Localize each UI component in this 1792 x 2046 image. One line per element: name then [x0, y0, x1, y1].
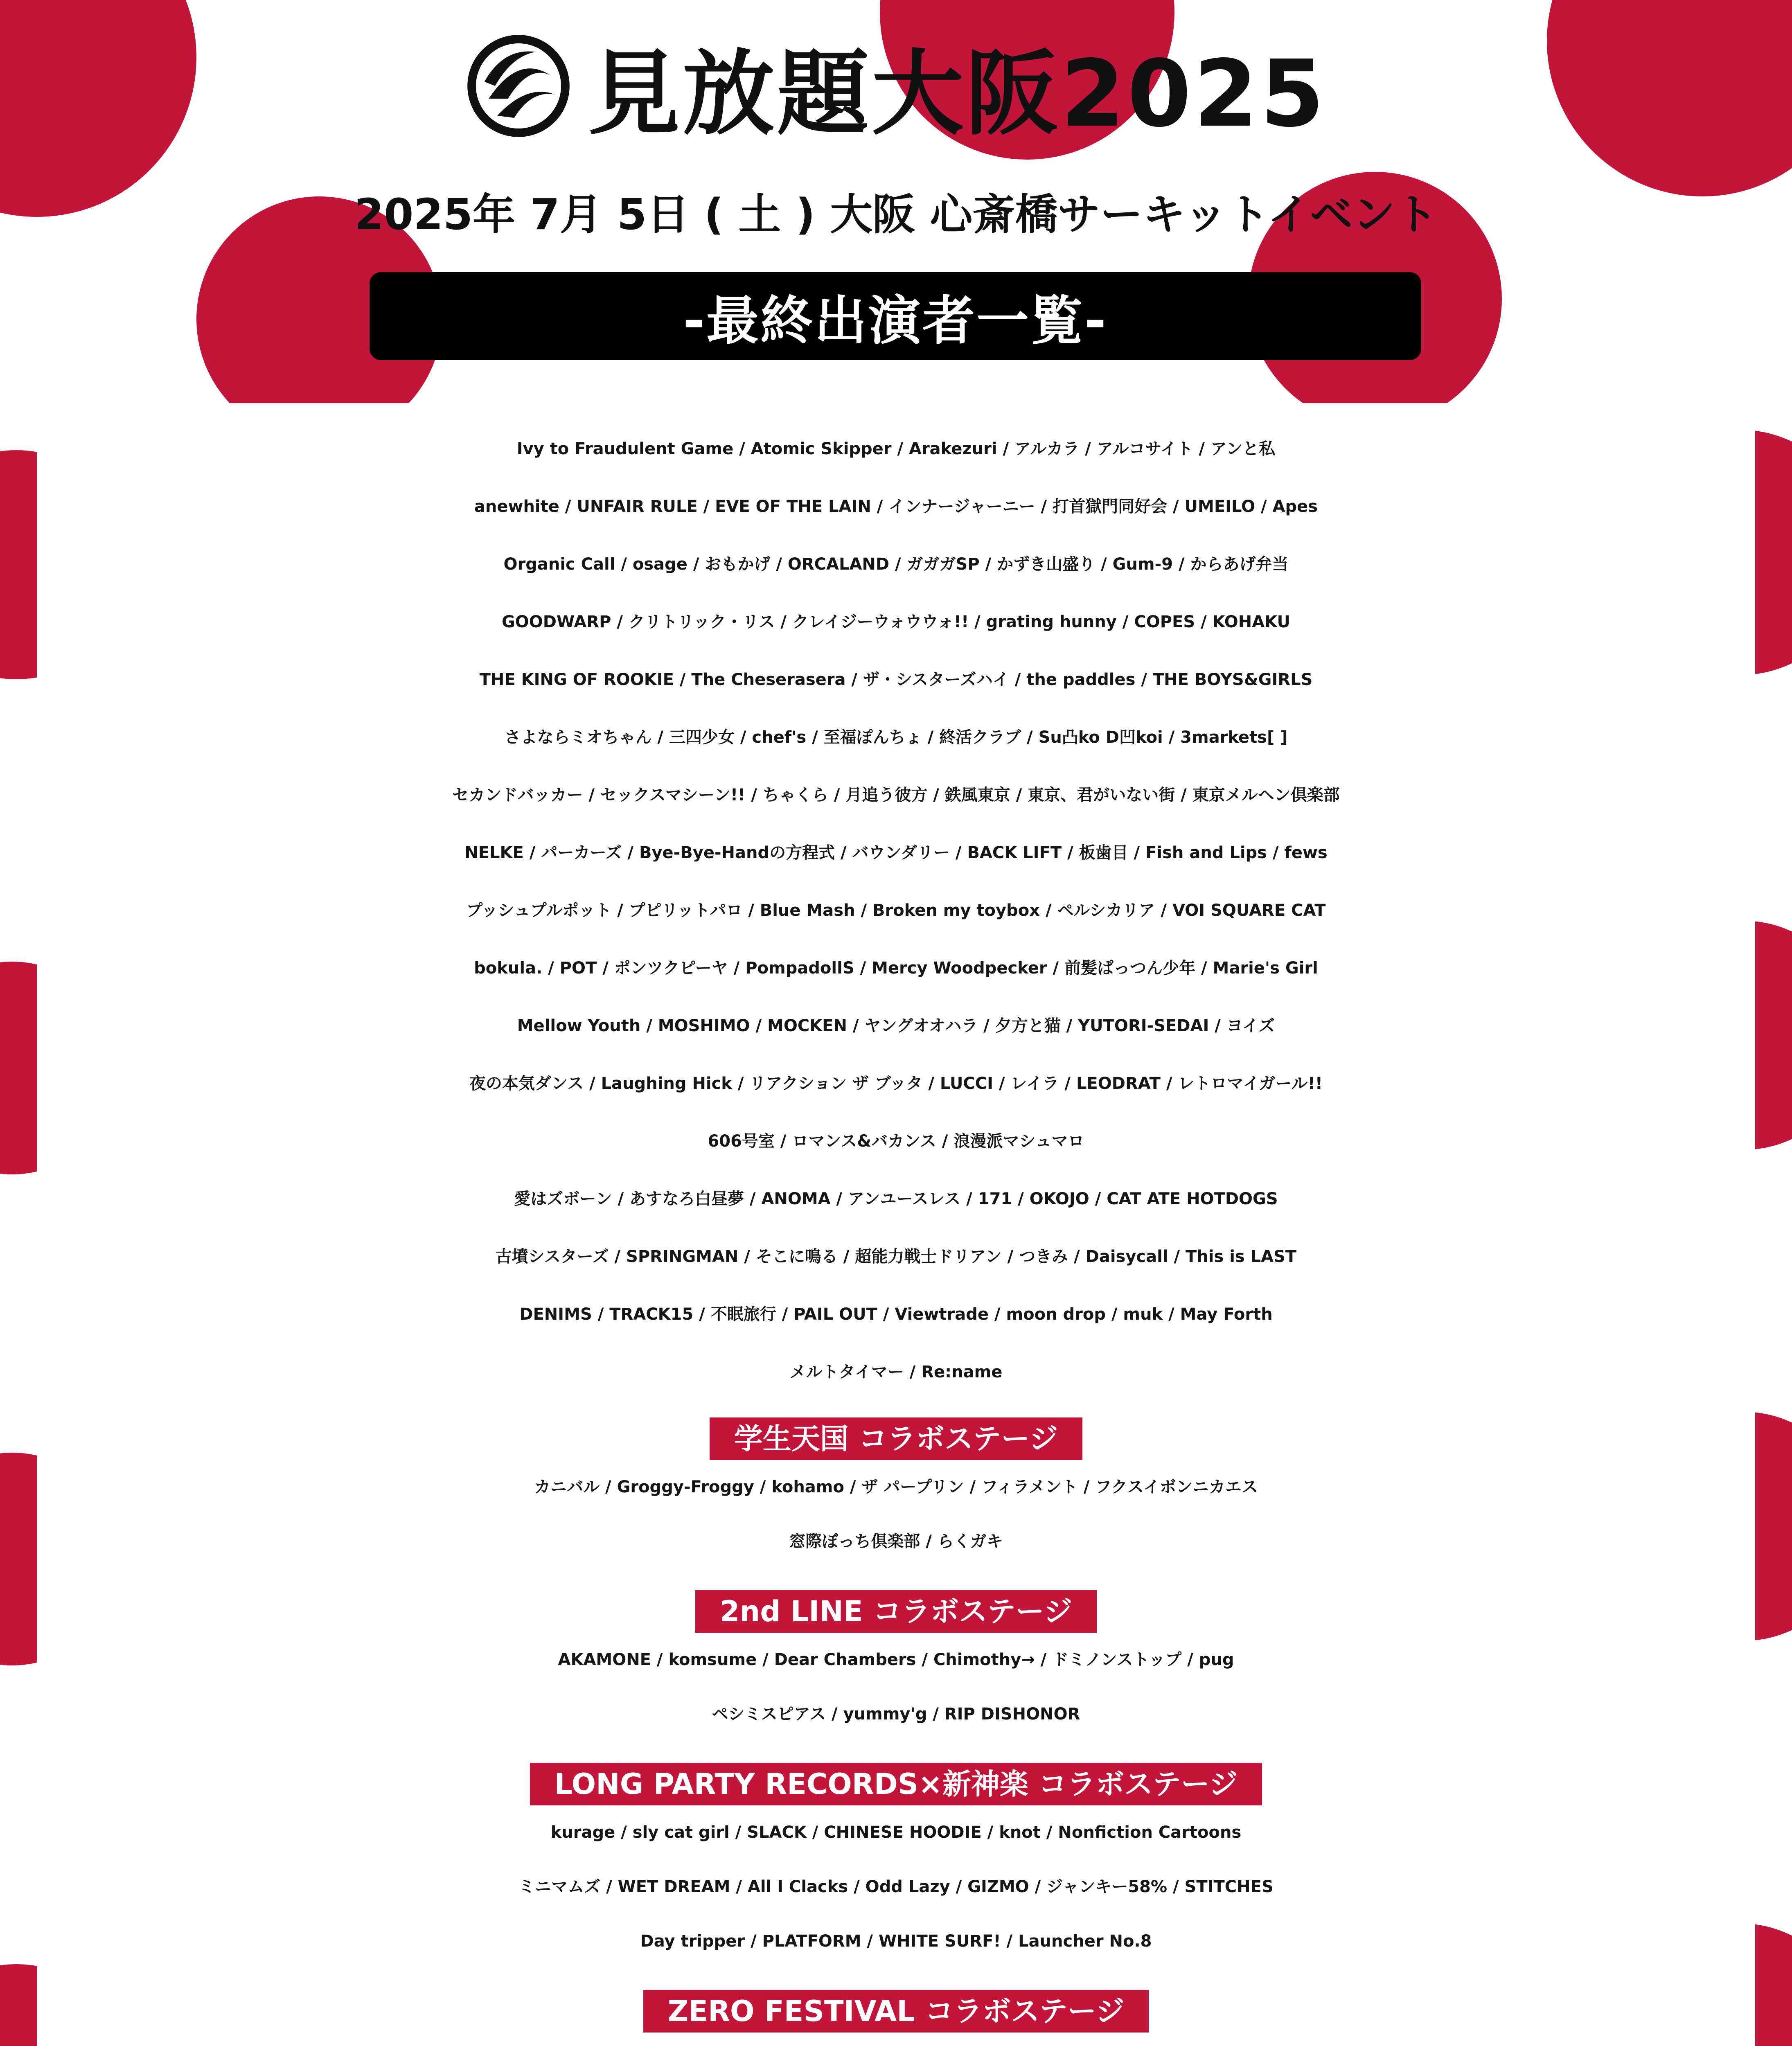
collab-stage-2nd-line	[37, 1590, 1755, 1742]
main-lineup	[37, 403, 1755, 1401]
festival-title: 見放題大阪2025	[588, 40, 1327, 148]
lineup-line: 窓際ぼっち倶楽部 / らくガキ	[789, 1532, 1003, 1551]
collab-stage-label: 2nd LINE コラボステージ	[695, 1590, 1097, 1633]
lineup-line: さよならミオちゃん / 三四少女 / chef's / 至福ぽんちょ / 終活クラブ / Su凸ko D凹koi / 3markets[ ]	[504, 728, 1288, 747]
collab-stage-long-party-records	[37, 1763, 1755, 1969]
festival-header	[0, 25, 1792, 147]
lineup-line: Organic Call / osage / おもかげ / ORCALAND / ガガガSP / かずき山盛り / Gum-9 / からあげ弁当	[503, 555, 1289, 574]
collab-stage-label: 学生天国 コラボステージ	[710, 1417, 1083, 1460]
final-lineup-banner: -最終出演者一覧-	[370, 272, 1421, 360]
lineup-line: 愛はズボーン / あすなろ白昼夢 / ANOMA / アンユースレス / 171 / OKOJO / CAT ATE HOTDOGS	[514, 1190, 1278, 1208]
lineup-line: DENIMS / TRACK15 / 不眠旅行 / PAIL OUT / Viewtrade / moon drop / muk / May Forth	[519, 1305, 1273, 1324]
collab-stage-gakusei-tengoku	[37, 1417, 1755, 1569]
event-date-venue: 2025年 7月 5日 ( 土 ) 大阪 心斎橋サーキットイベント	[354, 189, 1438, 239]
lineup-line: Mellow Youth / MOSHIMO / MOCKEN / ヤングオオハラ / 夕方と猫 / YUTORI-SEDAI / ヨイズ	[517, 1016, 1275, 1035]
lineup-panel	[37, 403, 1755, 2046]
lineup-line	[37, 2032, 1755, 2046]
lineup-line: セカンドバッカー / セックスマシーン!! / ちゃくら / 月追う彼方 / 鉄風東京 / 東京、君がいない街 / 東京メルヘン倶楽部	[452, 786, 1340, 804]
lineup-line: プッシュプルポット / プピリットパロ / Blue Mash / Broken my toybox / ペルシカリア / VOI SQUARE CAT	[466, 901, 1326, 920]
lineup-line: Day tripper / PLATFORM / WHITE SURF! / Launcher No.8	[640, 1932, 1152, 1951]
lineup-line: anewhite / UNFAIR RULE / EVE OF THE LAIN / インナージャーニー / 打首獄門同好会 / UMEILO / Apes	[474, 497, 1318, 516]
lineup-line: NELKE / パーカーズ / Bye-Bye-Handの方程式 / バウンダリー / BACK LIFT / 板歯目 / Fish and Lips / fews	[464, 843, 1328, 862]
lineup-line: bokula. / POT / ポンツクピーヤ / PompadollS / Mercy Woodpecker / 前髪ぱっつん少年 / Marie's Girl	[474, 959, 1318, 978]
lineup-line: 古墳シスターズ / SPRINGMAN / そこに鳴る / 超能力戦士ドリアン / つきみ / Daisycall / This is LAST	[495, 1247, 1297, 1266]
lineup-line: メルトタイマー / Re:name	[789, 1363, 1003, 1381]
lineup-line: カニバル / Groggy-Froggy / kohamo / ザ パープリン / フィラメント / フクスイボンニカエス	[534, 1478, 1258, 1496]
lineup-line: GOODWARP / クリトリック・リス / クレイジーウォウウォ!! / grating hunny / COPES / KOHAKU	[501, 613, 1291, 631]
lineup-line: 夜の本気ダンス / Laughing Hick / リアクション ザ ブッタ / LUCCI / レイラ / LEODRAT / レトロマイガール!!	[469, 1074, 1323, 1093]
lineup-line: 606号室 / ロマンス&バカンス / 浪漫派マシュマロ	[708, 1132, 1084, 1151]
collab-stage-zero-festival	[37, 1990, 1755, 2046]
collab-stage-label: LONG PARTY RECORDS×新神楽 コラボステージ	[530, 1763, 1262, 1805]
collab-stage-label: ZERO FESTIVAL コラボステージ	[643, 1990, 1149, 2032]
lineup-line: ミニマムズ / WET DREAM / All I Clacks / Odd Lazy / GIZMO / ジャンキー58% / STITCHES	[518, 1877, 1274, 1896]
lineup-line: Ivy to Fraudulent Game / Atomic Skipper / Arakezuri / アルカラ / アルコサイト / アンと私	[516, 439, 1276, 458]
lineup-line: ペシミスピアス / yummy'g / RIP DISHONOR	[712, 1705, 1080, 1724]
lineup-line: THE KING OF ROOKIE / The Cheserasera / ザ・シスターズハイ / the paddles / THE BOYS&GIRLS	[479, 670, 1313, 689]
lineup-line: AKAMONE / komsume / Dear Chambers / Chimothy→ / ドミノンストップ / pug	[558, 1650, 1234, 1669]
festival-logo-icon	[465, 33, 572, 139]
lineup-line: kurage / sly cat girl / SLACK / CHINESE HOODIE / knot / Nonfiction Cartoons	[550, 1823, 1242, 1842]
